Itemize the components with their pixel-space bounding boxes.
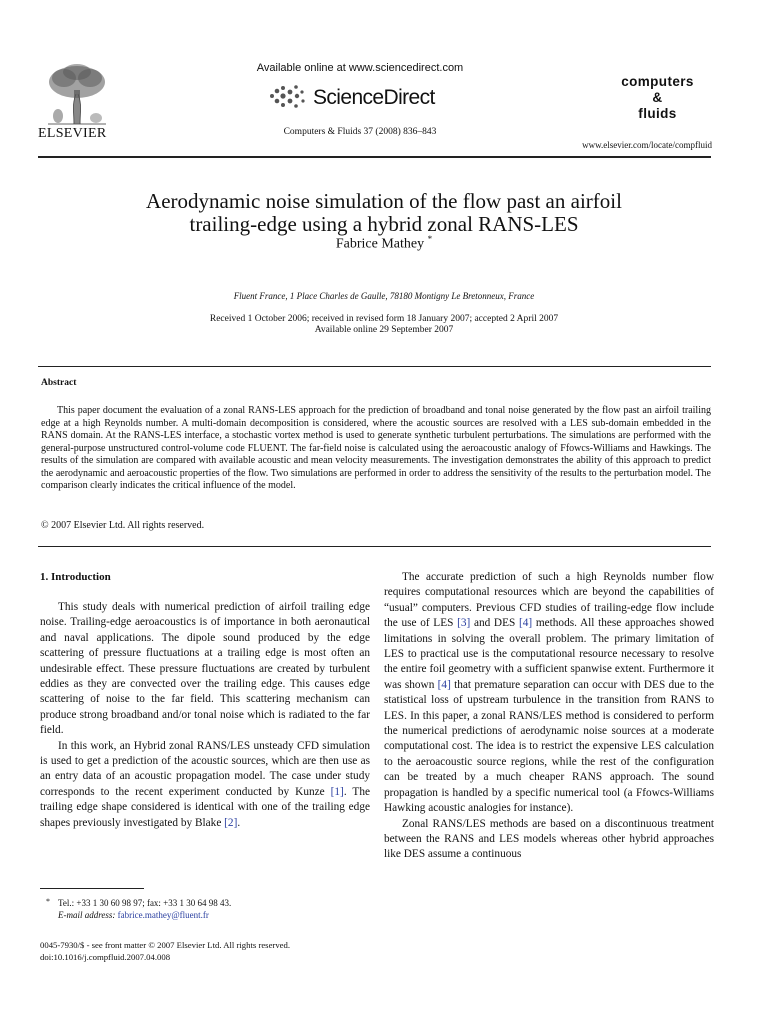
author-name: Fabrice Mathey	[335, 236, 425, 252]
elsevier-tree-logo-icon	[38, 60, 116, 132]
received-dates: Received 1 October 2006; received in revised form 18 January 2007; accepted 2 April 2007	[209, 314, 559, 324]
author-footnote-mark[interactable]: *	[427, 234, 433, 244]
paragraph: This study deals with numerical prediction of airfoil trailing edge noise. Trailing-edge aeroacoustics is of importance in both aeronautical and naval applications. The dipole sound produced by the edge scattering of pressure fluctuations at a trailing edge is most often an undesirable effect. These pressure fluctuations are created by turbulent eddies as they are convected over the trailing edge. This causes edge scattering of noise to the far field. This scattering mechanism can produce strong broadband and/or tonal noise which is radiated to the far field.	[40, 601, 370, 737]
paragraph: The accurate prediction of such a high Reynolds number flow requires computational resources which are beyond the capabilities of “usual” computers. Previous CFD studies of trailing-edge flow include the use of LES [3] and DES [4] methods. All these approaches showed limitations in solving the overall problem. The primary limitation of LES to practical use is the computational resource necessary to resolve the entire foil geometry with a sufficient spanwise extent. Furthermore it was shown [4] that premature separation can occur with DES due to the statistical loss of upstream turbulence in the transition from RANS to LES. In this paper, a zonal RANS/LES method is considered to perform the numerical predictions of aerodynamic noise sources at a moderate computational cost. The idea is to restrict the expensive LES calculation to the aeroacoustic source regions, while the rest of the configuration can be treated by a much cheaper RANS approach. The sound propagation is handled by a specific numerical tool (a Ffowcs-Williams Hawking acoustic analogies for instance).	[384, 571, 715, 815]
affiliation: Fluent France, 1 Place Charles de Gaulle, 78180 Montigny Le Bretonneux, France	[233, 291, 535, 301]
front-matter	[40, 940, 290, 963]
sciencedirect-dots-icon	[268, 82, 308, 112]
article-title	[60, 190, 708, 236]
citation-link[interactable]: [1]	[330, 785, 344, 798]
citation-link[interactable]: [2]	[224, 816, 238, 829]
journal-logo-line: computers	[621, 74, 694, 89]
issn-line: 0045-7930/$ - see front matter © 2007 Elsevier Ltd. All rights reserved.	[40, 940, 291, 950]
header-rule	[38, 156, 711, 158]
right-column	[384, 570, 714, 863]
citation-link[interactable]: [4]	[518, 617, 533, 630]
journal-logo-line: fluids	[638, 106, 677, 121]
journal-homepage-link[interactable]: www.elsevier.com/locate/compfluid	[582, 140, 712, 150]
available-online-text: Available online at www.sciencedirect.com	[256, 62, 464, 74]
author	[60, 234, 708, 253]
abstract-text: This paper document the evaluation of a zonal RANS-LES approach for the prediction of broadband and tonal noise generated by the flow past an airfoil trailing edge at a high Reynolds number. A multi-domain decomposition is considered, where the acoustic sources are resolved with a LES sub-domain embedded in the RANS domain. At the RANS-LES interface, a stochastic vortex method is used to generate synthetic turbulent perturbations. The simulations are performed with the general-purpose unstructured control-volume code FLUENT. The far-field noise is calculated using the aeroacoustic analogy of Ffowcs-Williams and Hawkings. The results of the simulation are compared with available acoustic and mean velocity measurements. The investigation demonstrates the ability of this approach to predict the aerodynamic and aeroacoustic properties of the flow. Two simulations are performed in order to address the sensitivity of the results to the perturbation model. The comparison clearly indicates the critical influence of the model.	[41, 405, 711, 491]
section-heading: 1. Introduction	[40, 571, 111, 583]
left-column	[40, 600, 370, 831]
citation-link[interactable]: [4]	[437, 678, 451, 691]
email-link[interactable]: fabrice.mathey@fluent.fr	[117, 909, 209, 920]
author-footnote	[40, 898, 231, 921]
abstract-copyright: © 2007 Elsevier Ltd. All rights reserved.	[41, 520, 205, 531]
footnote-phone: Tel.: +33 1 30 60 98 97; fax: +33 1 30 64 98 43.	[58, 898, 232, 908]
doi-link[interactable]: doi:10.1016/j.compfluid.2007.04.008	[40, 951, 171, 962]
title-line-2: trailing-edge using a hybrid zonal RANS-LES	[189, 212, 579, 236]
abstract-bottom-rule	[38, 546, 711, 547]
paragraph: Zonal RANS/LES methods are based on a discontinuous treatment between the RANS and LES models whereas other hybrid approaches like DES assume a continuous	[384, 817, 714, 861]
abstract-heading: Abstract	[41, 378, 77, 388]
email-label: E-mail address:	[58, 909, 116, 920]
citation-link[interactable]: [3]	[457, 617, 471, 630]
available-online-date: Available online 29 September 2007	[314, 325, 454, 335]
journal-logo-line: &	[652, 90, 663, 105]
footnote-mark: *	[46, 897, 50, 906]
title-line-1: Aerodynamic noise simulation of the flow past an airfoil	[146, 189, 622, 213]
sciencedirect-wordmark: ScienceDirect	[313, 86, 435, 109]
footnote-email	[58, 910, 231, 922]
journal-reference: Computers & Fluids 37 (2008) 836–843	[283, 127, 437, 137]
paragraph: In this work, an Hybrid zonal RANS/LES unsteady CFD simulation is used to get a prediction of the acoustic sources, which are then use as an entry data of an acoustic propagation model. The case under study corresponds to the recent experiment conducted by Kunze [1]. The trailing edge shape considered is identical with one of the trailing edge shapes previously investigated by Blake [2].	[40, 739, 370, 829]
journal-logo	[590, 74, 725, 122]
abstract-top-rule	[38, 366, 711, 367]
article-history	[60, 314, 708, 336]
publisher-name: ELSEVIER	[38, 126, 107, 141]
footnote-rule	[40, 888, 144, 889]
